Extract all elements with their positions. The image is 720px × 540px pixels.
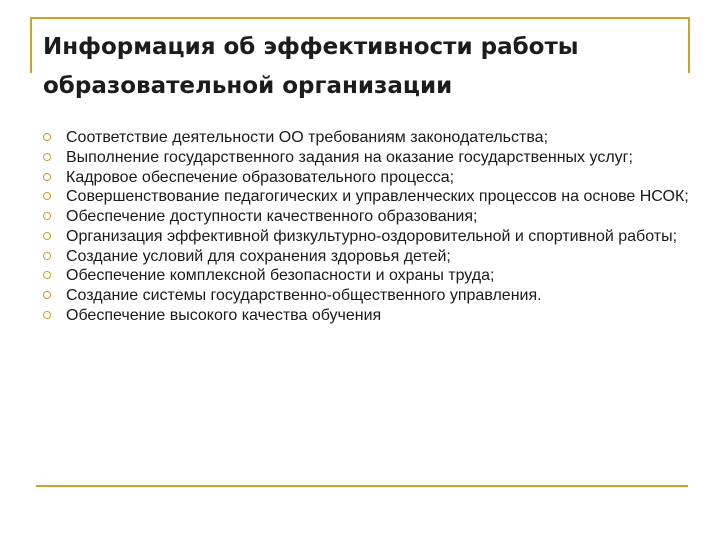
list-item xyxy=(40,130,690,146)
circle-bullet-icon xyxy=(43,153,51,161)
list-item xyxy=(40,209,690,225)
circle-bullet-icon xyxy=(43,133,51,141)
bullet-list xyxy=(40,130,690,328)
list-item xyxy=(40,268,690,284)
circle-bullet-icon xyxy=(43,271,51,279)
frame-left-line xyxy=(30,17,32,73)
slide-title: Информация об эффективности работы образовательной организации xyxy=(43,34,579,99)
circle-bullet-icon xyxy=(43,212,51,220)
circle-bullet-icon xyxy=(43,311,51,319)
list-item xyxy=(40,308,690,324)
list-item-text: Создание системы государственно-общественного управления. xyxy=(66,287,542,305)
list-item-text: Выполнение государственного задания на оказание государственных услуг; xyxy=(66,148,633,166)
frame-bottom-line xyxy=(36,485,688,487)
list-item-text: Кадровое обеспечение образовательного процесса; xyxy=(66,168,455,186)
circle-bullet-icon xyxy=(43,232,51,240)
list-item-text: Организация эффективной физкультурно-оздоровительной и спортивной работы; xyxy=(66,227,678,245)
list-item xyxy=(40,170,690,186)
list-item xyxy=(40,189,690,205)
list-item-text: Совершенствование педагогических и управленческих процессов на основе НСОК; xyxy=(66,188,689,206)
circle-bullet-icon xyxy=(43,192,51,200)
list-item xyxy=(40,229,690,245)
list-item xyxy=(40,150,690,166)
list-item-text: Обеспечение комплексной безопасности и охраны труда; xyxy=(66,267,495,285)
list-item xyxy=(40,288,690,304)
list-item-text: Обеспечение доступности качественного образования; xyxy=(66,208,478,226)
circle-bullet-icon xyxy=(43,252,51,260)
circle-bullet-icon xyxy=(43,291,51,299)
frame-right-line xyxy=(688,17,690,73)
frame-top-line xyxy=(30,17,690,19)
list-item-text: Обеспечение высокого качества обучения xyxy=(66,307,382,325)
circle-bullet-icon xyxy=(43,173,51,181)
list-item xyxy=(40,249,690,265)
list-item-text: Соответствие деятельности ОО требованиям законодательства; xyxy=(66,129,549,146)
list-item-text: Создание условий для сохранения здоровья детей; xyxy=(66,247,451,265)
